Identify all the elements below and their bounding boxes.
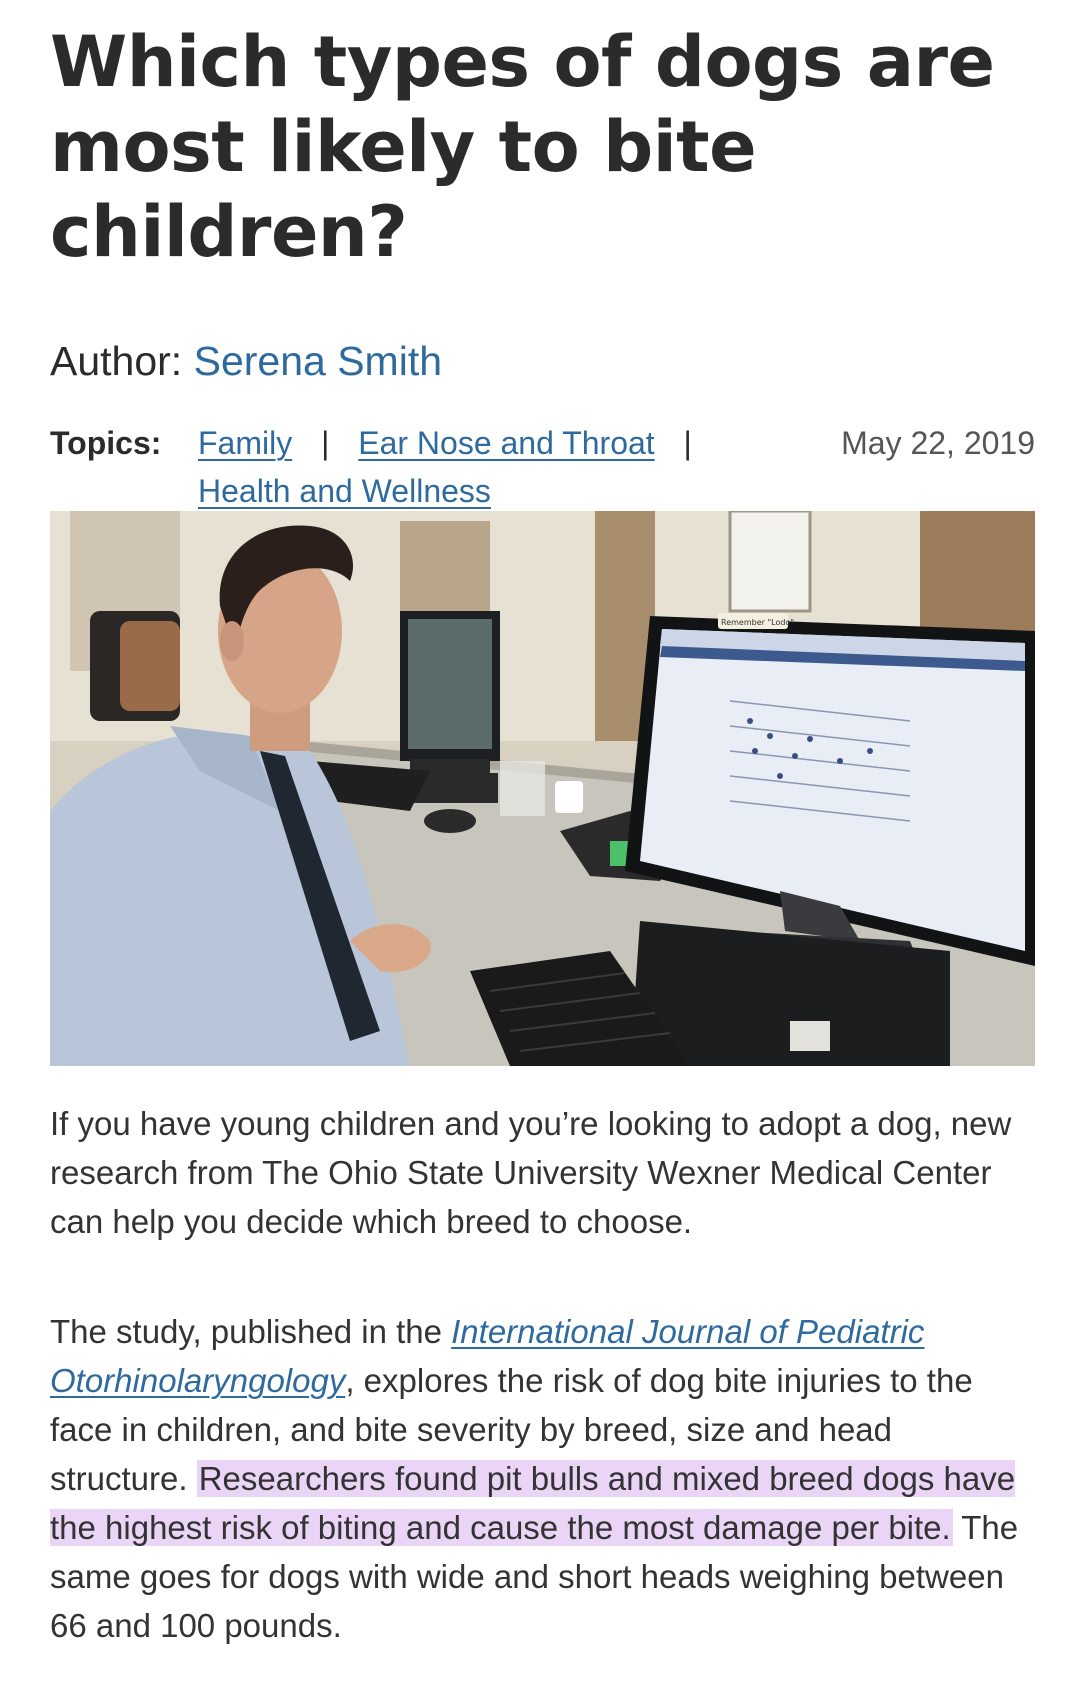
article-meta — [50, 419, 1035, 519]
paragraph-study-intro: The study, published in the — [50, 1313, 452, 1350]
topic-link-health-wellness[interactable]: Health and Wellness — [198, 473, 491, 509]
author-link[interactable]: Serena Smith — [193, 338, 443, 384]
topic-separator: | — [321, 425, 330, 461]
author-line — [50, 337, 1035, 385]
photo-illustration — [50, 511, 1035, 1066]
author-label: Author: — [50, 338, 183, 384]
topic-separator: | — [683, 425, 692, 461]
publish-date: May 22, 2019 — [841, 425, 1035, 461]
paragraph-intro: If you have young children and you’re looking to adopt a dog, new research from The Ohio State University Wexner Medical Center can help you decide which breed to choose. — [50, 1105, 1012, 1240]
article — [50, 0, 1035, 1644]
paragraph-study-middle: , explores the risk of dog bite injuries to the face in children, and bite severity by breed, size and head structure. — [50, 1362, 973, 1497]
topic-link-family[interactable]: Family — [198, 425, 293, 461]
page-title: Which types of dogs are most likely to bite children? — [50, 21, 995, 273]
highlighted-finding: Researchers found pit bulls and mixed breed dogs have the highest risk of biting and cause the most damage per bite. — [50, 1460, 1016, 1546]
topics-label: Topics: — [50, 425, 162, 461]
topic-link-ear-nose-throat[interactable]: Ear Nose and Throat — [358, 425, 655, 461]
paragraph-study — [50, 1307, 1035, 1650]
paragraph-study-end: The same goes for dogs with wide and short heads weighing between 66 and 100 pounds. — [50, 1509, 1019, 1644]
journal-link[interactable]: International Journal of Pediatric Otorhinolaryngology — [50, 1313, 925, 1399]
hero-photo — [50, 511, 1035, 1066]
monitor-sticky-label: Remember "Lodo" — [721, 618, 795, 627]
topics-list — [198, 419, 758, 515]
